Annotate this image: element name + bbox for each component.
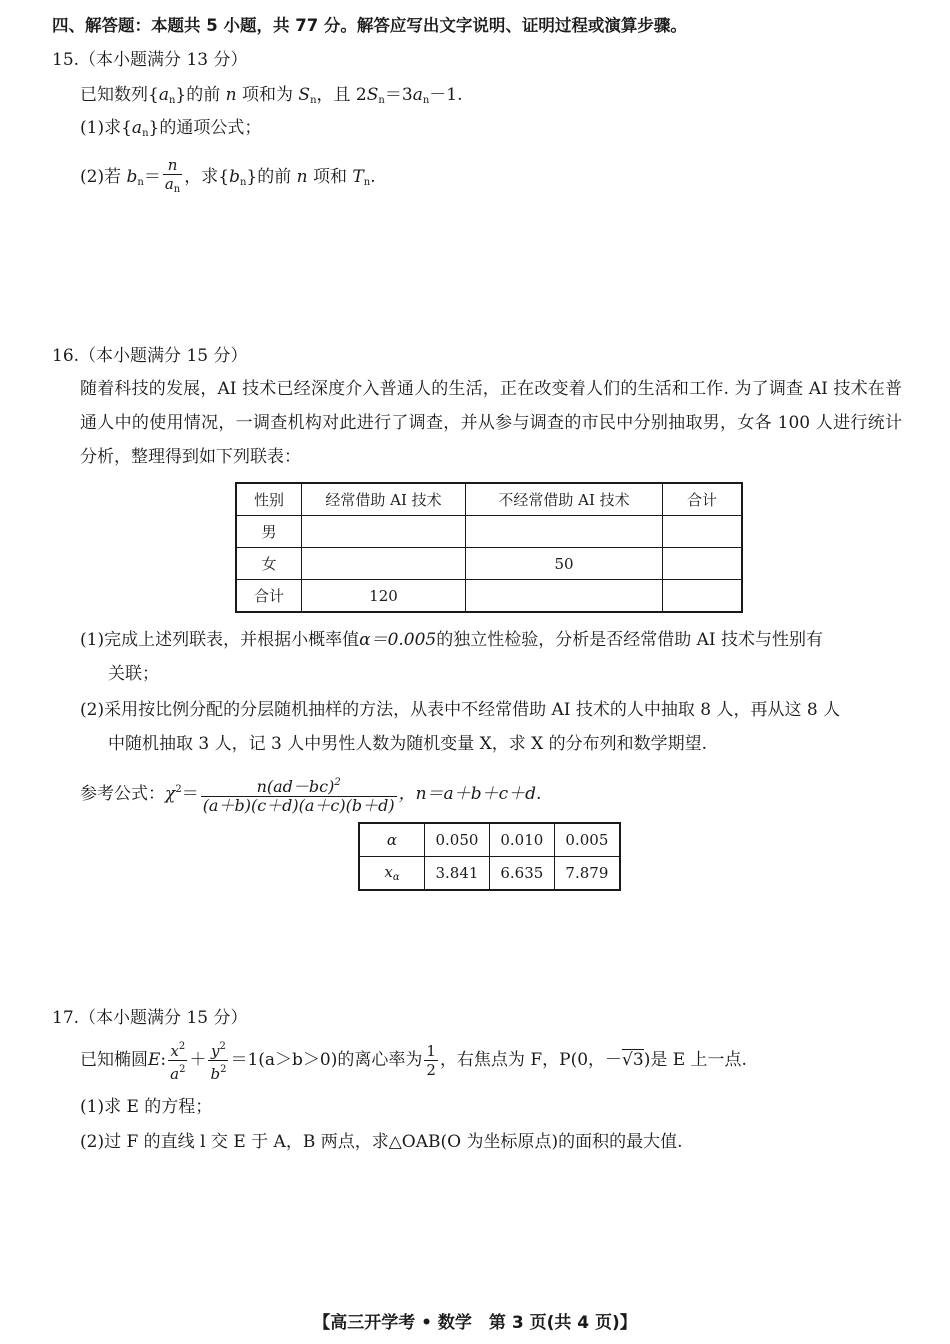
contingency-table xyxy=(235,482,743,613)
table-row xyxy=(359,823,620,857)
x-label: x xyxy=(384,863,393,881)
q15-part2: (2)若 $b_n=$ $\frac{n}{a_n}$ ，求$\{b_n\}$的前 n 项和 $T_n$. xyxy=(80,156,376,195)
table-cell: 120 xyxy=(302,580,466,613)
q15-heading xyxy=(52,48,248,72)
q17-part2: (2)过 F 的直线 l 交 E 于 A，B 两点，求△OAB(O 为坐标原点)的面积的最大值. xyxy=(80,1132,683,1152)
table-cell: α xyxy=(359,823,425,857)
table-cell xyxy=(466,580,663,613)
table-row xyxy=(359,857,620,891)
q15-part1-text: (1)求 xyxy=(80,118,122,138)
q15-stem-text: 项和为 xyxy=(242,85,294,105)
q15-number: 15. xyxy=(52,50,80,70)
table-cell xyxy=(466,516,663,548)
q15-stem: 已知数列$\{a_n\}$的前 n 项和为 $S_n$，且 $2S_n=3a_n-1$. xyxy=(80,85,463,106)
table-row xyxy=(236,580,742,613)
table-header-cell: 性别 xyxy=(236,483,302,516)
q15-score: （本小题满分 13 分） xyxy=(79,50,248,70)
table-cell: 3.841 xyxy=(425,857,490,891)
q16-part1-line2: 关联； xyxy=(108,664,159,684)
q16-part1-text: (1)完成上述列联表，并根据小概率值 xyxy=(80,630,360,650)
q15-part2-text: ，求 xyxy=(184,167,219,187)
q15-stem-text: ＝3 xyxy=(384,85,413,105)
table-cell xyxy=(663,548,743,580)
q17-stem-text: 已知椭圆 xyxy=(80,1050,148,1070)
table-cell: 0.005 xyxy=(554,823,620,857)
q16-part2-line1: (2)采用按比例分配的分层随机抽样的方法，从表中不经常借助 AI 技术的人中抽取 8 人，再从这 8 人 xyxy=(80,700,841,720)
formula-chi: χ xyxy=(165,784,176,804)
q16-stem: 随着科技的发展，AI 技术已经深度介入普通人的生活，正在改变着人们的生活和工作. 为了调查 AI 技术在普通人中的使用情况，一调查机构对此进行了调查，并从参与调查的市民中分别抽取男，女各 100 人进行统计分析，整理得到如下列联表： xyxy=(80,379,902,467)
table-cell: 0.050 xyxy=(425,823,490,857)
q17-part1: (1)求 E 的方程； xyxy=(80,1097,213,1117)
table-cell xyxy=(302,516,466,548)
q16-heading xyxy=(52,344,248,368)
q15-stem-text: 已知数列 xyxy=(80,85,148,105)
q16-part2-line2: 中随机抽取 3 人，记 3 人中男性人数为随机变量 X，求 X 的分布列和数学期望. xyxy=(108,734,708,754)
table-cell: 50 xyxy=(466,548,663,580)
table-row xyxy=(236,548,742,580)
q16-score: （本小题满分 15 分） xyxy=(79,346,248,366)
table-header-cell: 合计 xyxy=(663,483,743,516)
q17-stem-text: ＝1(a＞b＞0)的离心率为 xyxy=(230,1050,423,1070)
q17-stem: 已知椭圆E: $\frac{x^2}{a^2}$ ＋ $\frac{y^2}{b^2}$ ＝1(a＞b＞0)的离心率为 $\frac{1}{2}$ ，右焦点为 F，P(0，－√3)是 E 上一点. xyxy=(80,1038,747,1083)
page-footer: 【高三开学考 • 数学 第 3 页(共 4 页)】 xyxy=(313,1313,637,1333)
q15-part2-text: 项和 xyxy=(313,167,348,187)
formula-denominator: (a＋b)(c＋d)(a＋c)(b＋d) xyxy=(202,796,395,815)
q15-part2-text: . xyxy=(370,167,376,187)
table-cell: 7.879 xyxy=(554,857,620,891)
table-row xyxy=(236,516,742,548)
table-cell: $x_\alpha$ xyxy=(359,857,425,891)
table-cell xyxy=(663,580,743,613)
table-cell: 男 xyxy=(236,516,302,548)
table-cell: 6.635 xyxy=(489,857,554,891)
section-header: 四、解答题：本题共 5 小题，共 77 分。解答应写出文字说明、证明过程或演算步骤。 xyxy=(52,16,687,35)
q15-part2-text: (2)若 xyxy=(80,167,122,187)
q15-part1-text: 的通项公式； xyxy=(159,118,262,138)
table-cell xyxy=(302,548,466,580)
q16-number: 16. xyxy=(52,346,80,366)
q15-stem-text: －1. xyxy=(429,85,463,105)
q15-stem-text: ，且 2 xyxy=(316,85,367,105)
q16-alpha-value: α＝0.005 xyxy=(359,630,437,650)
q15-part1: (1)求$\{a_n\}$的通项公式； xyxy=(80,118,262,139)
table-cell: 女 xyxy=(236,548,302,580)
q16-part1-line1 xyxy=(80,627,823,653)
table-header-cell: 不经常借助 AI 技术 xyxy=(466,483,663,516)
q17-stem-text: )是 E 上一点. xyxy=(643,1050,747,1070)
q17-score: （本小题满分 15 分） xyxy=(79,1008,248,1028)
q16-formula: 参考公式：$\chi^2=$ $\frac{n(ad-bc)^2}{(a+b)(c+d)(a+c)(b+d)}$ ，n＝a＋b＋c＋d. xyxy=(80,770,541,815)
q15-stem-text: 的前 xyxy=(186,85,221,105)
q17-heading xyxy=(52,1006,248,1030)
q17-stem-text: ，右焦点为 F，P(0，－ xyxy=(439,1050,623,1070)
table-cell: 0.010 xyxy=(489,823,554,857)
table-cell: 合计 xyxy=(236,580,302,613)
formula-tail: ，n＝a＋b＋c＋d. xyxy=(398,784,542,804)
table-header-row xyxy=(236,483,742,516)
q16-part1-text: 的独立性检验，分析是否经常借助 AI 技术与性别有 xyxy=(436,630,824,650)
reference-table xyxy=(358,822,621,891)
table-header-cell: 经常借助 AI 技术 xyxy=(302,483,466,516)
q15-part2-text: 的前 xyxy=(257,167,292,187)
formula-numerator: n(ad－bc) xyxy=(256,777,335,796)
q17-number: 17. xyxy=(52,1008,80,1028)
table-cell xyxy=(663,516,743,548)
formula-label: 参考公式： xyxy=(80,784,165,804)
